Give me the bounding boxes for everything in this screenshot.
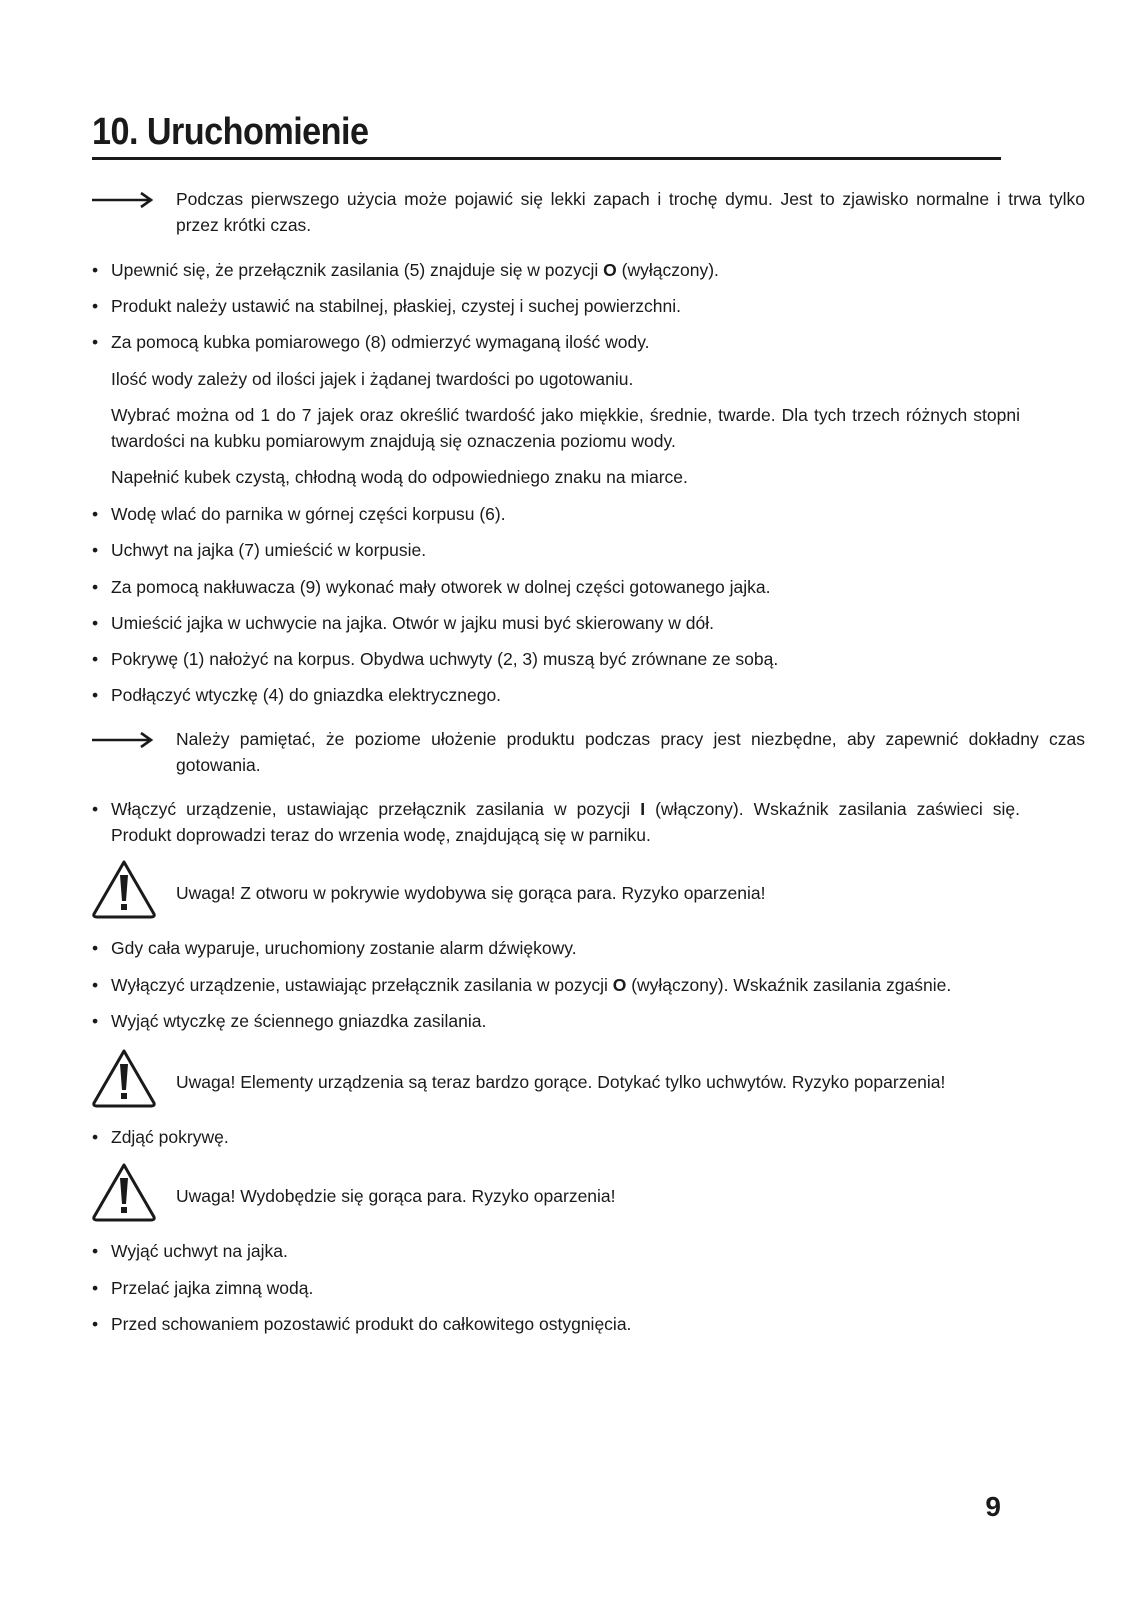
list-item-text: Wyjąć wtyczkę ze ściennego gniazdka zasilania. [111, 1011, 487, 1031]
list-item [92, 1124, 1020, 1150]
list-item [92, 796, 1020, 848]
paragraph: Napełnić kubek czystą, chłodną wodą do odpowiedniego znaku na miarce. [111, 467, 688, 487]
list-item [92, 1275, 1020, 1301]
list-item-text: Wodę wlać do parnika w górnej części korpusu (6). [111, 504, 506, 524]
bullet: • [92, 332, 99, 352]
bullet: • [92, 1278, 99, 1298]
list-item [92, 1311, 1020, 1337]
paragraph: Wybrać można od 1 do 7 jajek oraz określić twardość jako miękkie, średnie, twarde. Dla tych trzech różnych stopni twardości na kubku pomiarowym znajdują się oznaczenia poziomu wody. [111, 405, 1020, 451]
list-item-text: (włączony). Wskaźnik zasilania zaświeci się. Produkt doprowadzi teraz do wrzenia wodę, znajdującą się w parniku. [111, 799, 1020, 845]
list-item [92, 257, 1020, 283]
list-item [92, 646, 1020, 672]
warning-block [92, 880, 1085, 906]
list-item-text: Przelać jajka zimną wodą. [111, 1278, 314, 1298]
arrow-right-icon [92, 190, 154, 210]
paragraph: Ilość wody zależy od ilości jajek i żądanej twardości po ugotowaniu. [111, 369, 634, 389]
warning-text: Uwaga! Elementy urządzenia są teraz bardzo gorące. Dotykać tylko uchwytów. Ryzyko poparzenia! [176, 1072, 946, 1092]
list-item-text: Zdjąć pokrywę. [111, 1127, 229, 1147]
list-item-text: Umieścić jajka w uchwycie na jajka. Otwór w jajku musi być skierowany w dół. [111, 613, 714, 633]
list-item-text: Za pomocą nakłuwacza (9) wykonać mały otworek w dolnej części gotowanego jajka. [111, 577, 771, 597]
list-item-text: Włączyć urządzenie, ustawiając przełącznik zasilania w pozycji [111, 799, 641, 819]
list-item-text: Za pomocą kubka pomiarowego (8) odmierzyć wymaganą ilość wody. [111, 332, 650, 352]
note-block [92, 186, 1085, 238]
list-item-text: Wyjąć uchwyt na jajka. [111, 1241, 288, 1261]
list-item-text: Pokrywę (1) nałożyć na korpus. Obydwa uchwyty (2, 3) muszą być zrównane ze sobą. [111, 649, 779, 669]
warning-text: Uwaga! Wydobędzie się gorąca para. Ryzyko oparzenia! [176, 1186, 616, 1206]
bullet: • [92, 1241, 99, 1261]
list-item [92, 537, 1020, 563]
bullet: • [92, 504, 99, 524]
warning-block [92, 1069, 1085, 1095]
bullet: • [92, 649, 99, 669]
switch-symbol: O [612, 975, 627, 995]
warning-block [92, 1183, 1085, 1209]
bullet: • [92, 1127, 99, 1147]
list-item [92, 1238, 1020, 1264]
arrow-right-icon [92, 730, 154, 750]
page-number: 9 [985, 1491, 1001, 1522]
note-block [92, 726, 1085, 778]
list-item [92, 972, 1020, 998]
list-item-text: Przed schowaniem pozostawić produkt do całkowitego ostygnięcia. [111, 1314, 632, 1334]
list-item-text: Uchwyt na jajka (7) umieścić w korpusie. [111, 540, 427, 560]
bullet: • [92, 1011, 99, 1031]
bullet: • [92, 1314, 99, 1334]
switch-symbol: O [603, 260, 617, 280]
bullet: • [92, 938, 99, 958]
title-underline [92, 157, 1001, 160]
list-item [92, 574, 1020, 600]
list-item-text: Produkt należy ustawić na stabilnej, płaskiej, czystej i suchej powierzchni. [111, 296, 681, 316]
bullet: • [92, 975, 99, 995]
bullet: • [92, 799, 99, 819]
list-item-text: Upewnić się, że przełącznik zasilania (5) znajduje się w pozycji [111, 260, 604, 280]
list-item-text: (wyłączony). [616, 260, 719, 280]
bullet: • [92, 613, 99, 633]
warning-triangle-icon [90, 1047, 158, 1109]
list-item [92, 329, 1020, 355]
bullet: • [92, 540, 99, 560]
list-item [92, 935, 1020, 961]
bullet: • [92, 296, 99, 316]
list-item-text: Wyłączyć urządzenie, ustawiając przełącznik zasilania w pozycji [111, 975, 613, 995]
list-item-text: Podłączyć wtyczkę (4) do gniazdka elektrycznego. [111, 685, 502, 705]
warning-triangle-icon [90, 1161, 158, 1223]
list-item-text: Gdy cała wyparuje, uruchomiony zostanie alarm dźwiękowy. [111, 938, 577, 958]
warning-triangle-icon [90, 858, 158, 920]
note-text: Podczas pierwszego użycia może pojawić się lekki zapach i trochę dymu. Jest to zjawisko normalne i trwa tylko przez krótki czas. [176, 189, 1085, 235]
list-item [92, 293, 1020, 319]
list-item [92, 610, 1020, 636]
section-title: 10. Uruchomienie [92, 111, 369, 153]
list-item [92, 501, 1020, 527]
list-item [92, 1008, 1020, 1034]
warning-text: Uwaga! Z otworu w pokrywie wydobywa się gorąca para. Ryzyko oparzenia! [176, 883, 766, 903]
switch-symbol: I [640, 799, 646, 819]
bullet: • [92, 685, 99, 705]
bullet: • [92, 260, 99, 280]
note-text: Należy pamiętać, że poziome ułożenie produktu podczas pracy jest niezbędne, aby zapewnić dokładny czas gotowania. [176, 729, 1085, 775]
list-item-text: (wyłączony). Wskaźnik zasilania zgaśnie. [626, 975, 952, 995]
list-item [92, 682, 1020, 708]
bullet: • [92, 577, 99, 597]
